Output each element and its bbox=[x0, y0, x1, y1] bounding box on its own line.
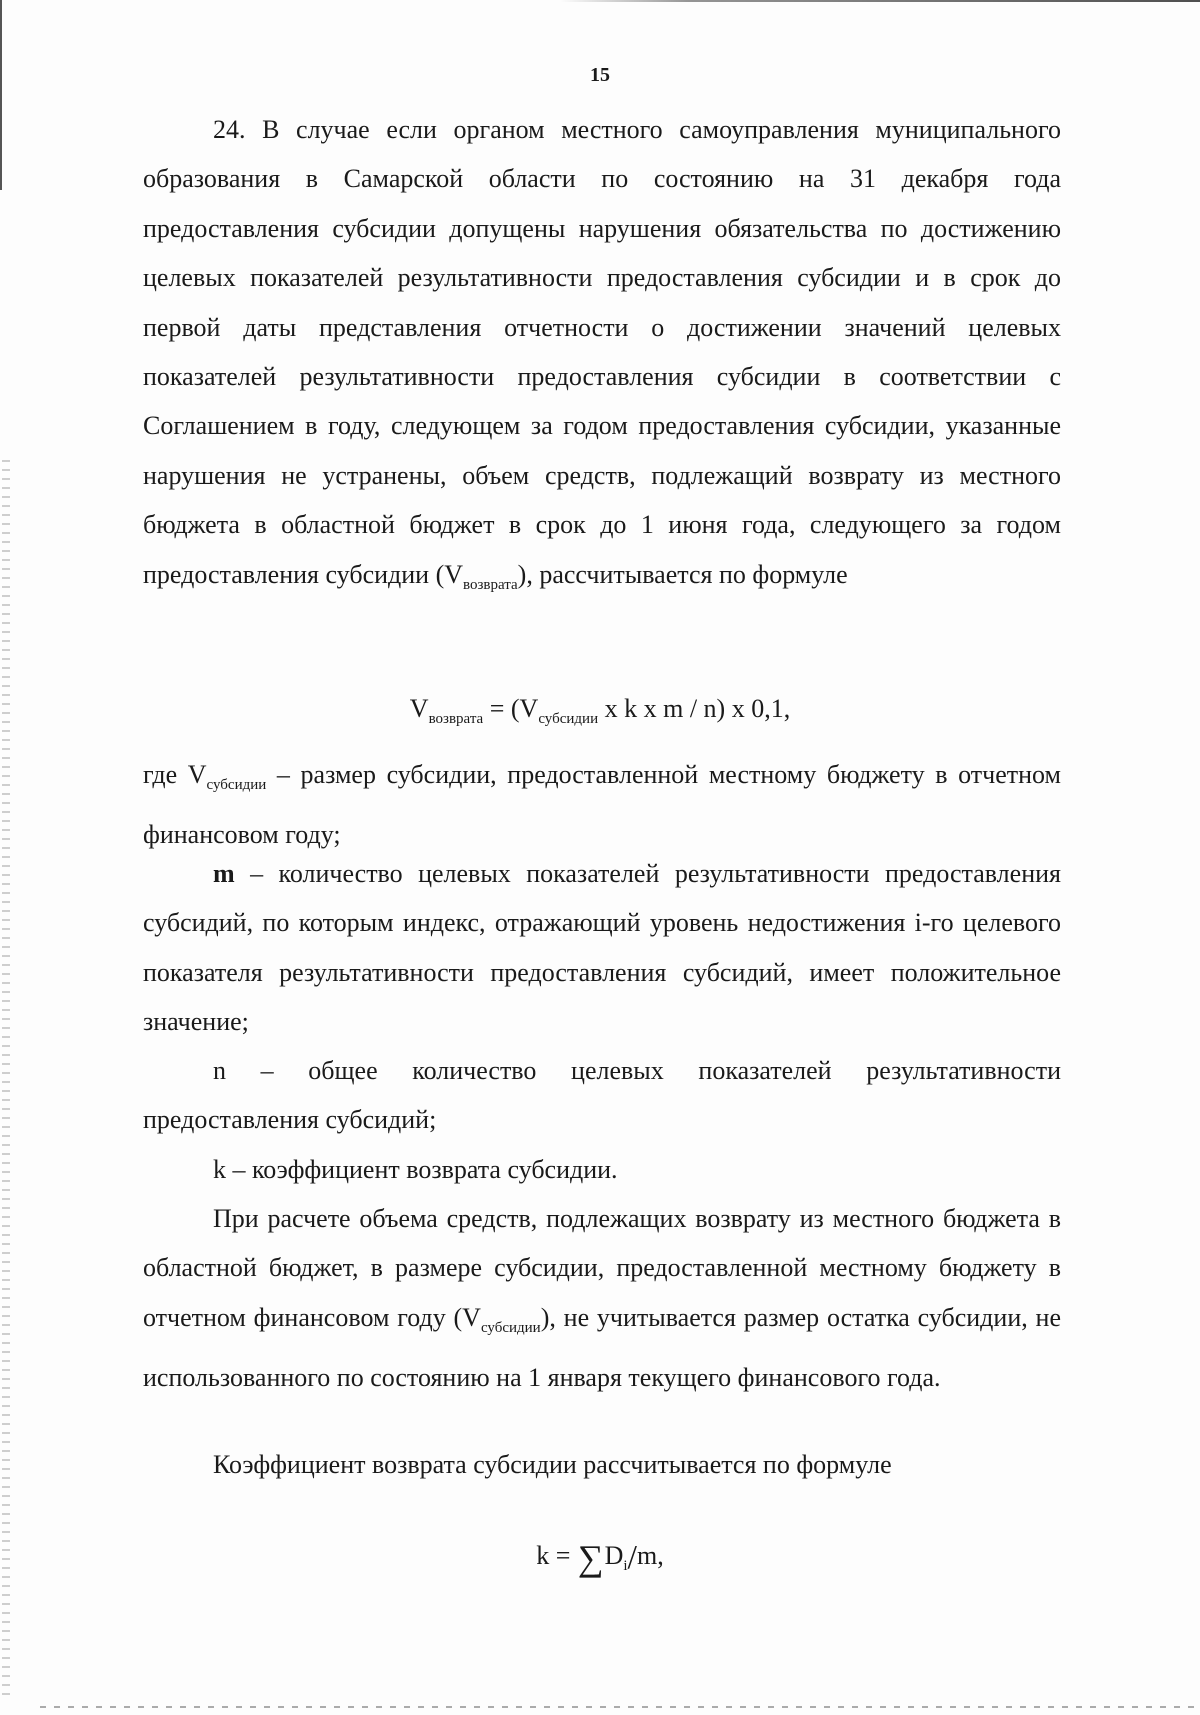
paragraph-24-tail: ), рассчитывается по формуле bbox=[517, 559, 848, 589]
paragraph-calculation-subscript: субсидии bbox=[480, 1319, 541, 1336]
definition-v-sub: субсидии bbox=[206, 777, 267, 793]
formula-return-lhs: V bbox=[409, 694, 429, 723]
scan-noise-left bbox=[2, 460, 10, 1700]
paragraph-calculation-tail: ), не учитывается размер остатка субсидии, не использованного по состоянию на 1 января текущего финансового года. bbox=[143, 1302, 1061, 1393]
formula-return-rhs-sub: субсидии bbox=[538, 711, 599, 727]
definition-m bbox=[143, 849, 1061, 1047]
formula-k-d-sub: i bbox=[623, 1558, 628, 1574]
definition-v-text: – размер субсидии, предоставленной местному бюджету в отчетном финансовом году; bbox=[143, 760, 1061, 850]
sum-symbol: ∑ bbox=[577, 1538, 604, 1578]
scan-edge-bottom bbox=[40, 1706, 1200, 1708]
paragraph-24-text: 24. В случае если органом местного самоуправления муниципального образования в Самарской области по состоянию на 31 декабря года предоставления субсидии допущены нарушения обязательства по достижению целевых показателей результативности предоставления субсидии и в срок до первой даты представления отчетности о достижении значений целевых показателей результативности предоставления субсидии в соответствии с Соглашением в году, следующем за годом предоставления субсидии, указанные нарушения не устранены, объем средств, подлежащий возврату из местного бюджета в областной бюджет в срок до 1 июня года, следующего за годом предоставления субсидии (V bbox=[143, 115, 1061, 589]
paragraph-24-subscript: возврата bbox=[463, 576, 518, 593]
page-number: 15 bbox=[590, 64, 610, 86]
definition-n: n – общее количество целевых показателей результативности предоставления субсидий; bbox=[143, 1056, 1061, 1135]
definition-v-prefix: где V bbox=[143, 760, 207, 789]
formula-return-rest: x k x m / n) x 0,1, bbox=[598, 694, 791, 723]
definition-k: k – коэффициент возврата субсидии. bbox=[213, 1155, 618, 1184]
formula-return bbox=[0, 689, 1200, 739]
paragraph-coefficient: Коэффициент возврата субсидии рассчитывается по формуле bbox=[213, 1450, 892, 1479]
definition-m-text: – количество целевых показателей результативности предоставления субсидий, по которым индекс, отражающий уровень недостижения i-го целевого показателя результативности предоставления субсидий, имеет положительное значение; bbox=[143, 859, 1061, 1037]
scan-edge-top bbox=[560, 0, 1200, 2]
formula-k-tail: m, bbox=[637, 1541, 664, 1570]
formula-k-slash: / bbox=[627, 1539, 637, 1576]
paragraph-24 bbox=[143, 105, 1061, 610]
paragraph-calculation bbox=[143, 1194, 1061, 1403]
formula-return-eq: = (V bbox=[483, 694, 539, 723]
paragraph-calculation-text: При расчете объема средств, подлежащих возврату из местного бюджета в областной бюджет, в размере субсидии, предоставленной местному бюджету в отчетном финансовом году (V bbox=[143, 1204, 1061, 1332]
scan-edge-left bbox=[0, 0, 2, 190]
formula-return-lhs-sub: возврата bbox=[428, 711, 484, 727]
definition-m-letter: m bbox=[213, 859, 235, 888]
definition-v-subsidy bbox=[143, 750, 1061, 860]
formula-k bbox=[0, 1536, 1200, 1586]
formula-k-d: D bbox=[604, 1541, 624, 1570]
formula-k-lhs: k = bbox=[536, 1541, 571, 1570]
